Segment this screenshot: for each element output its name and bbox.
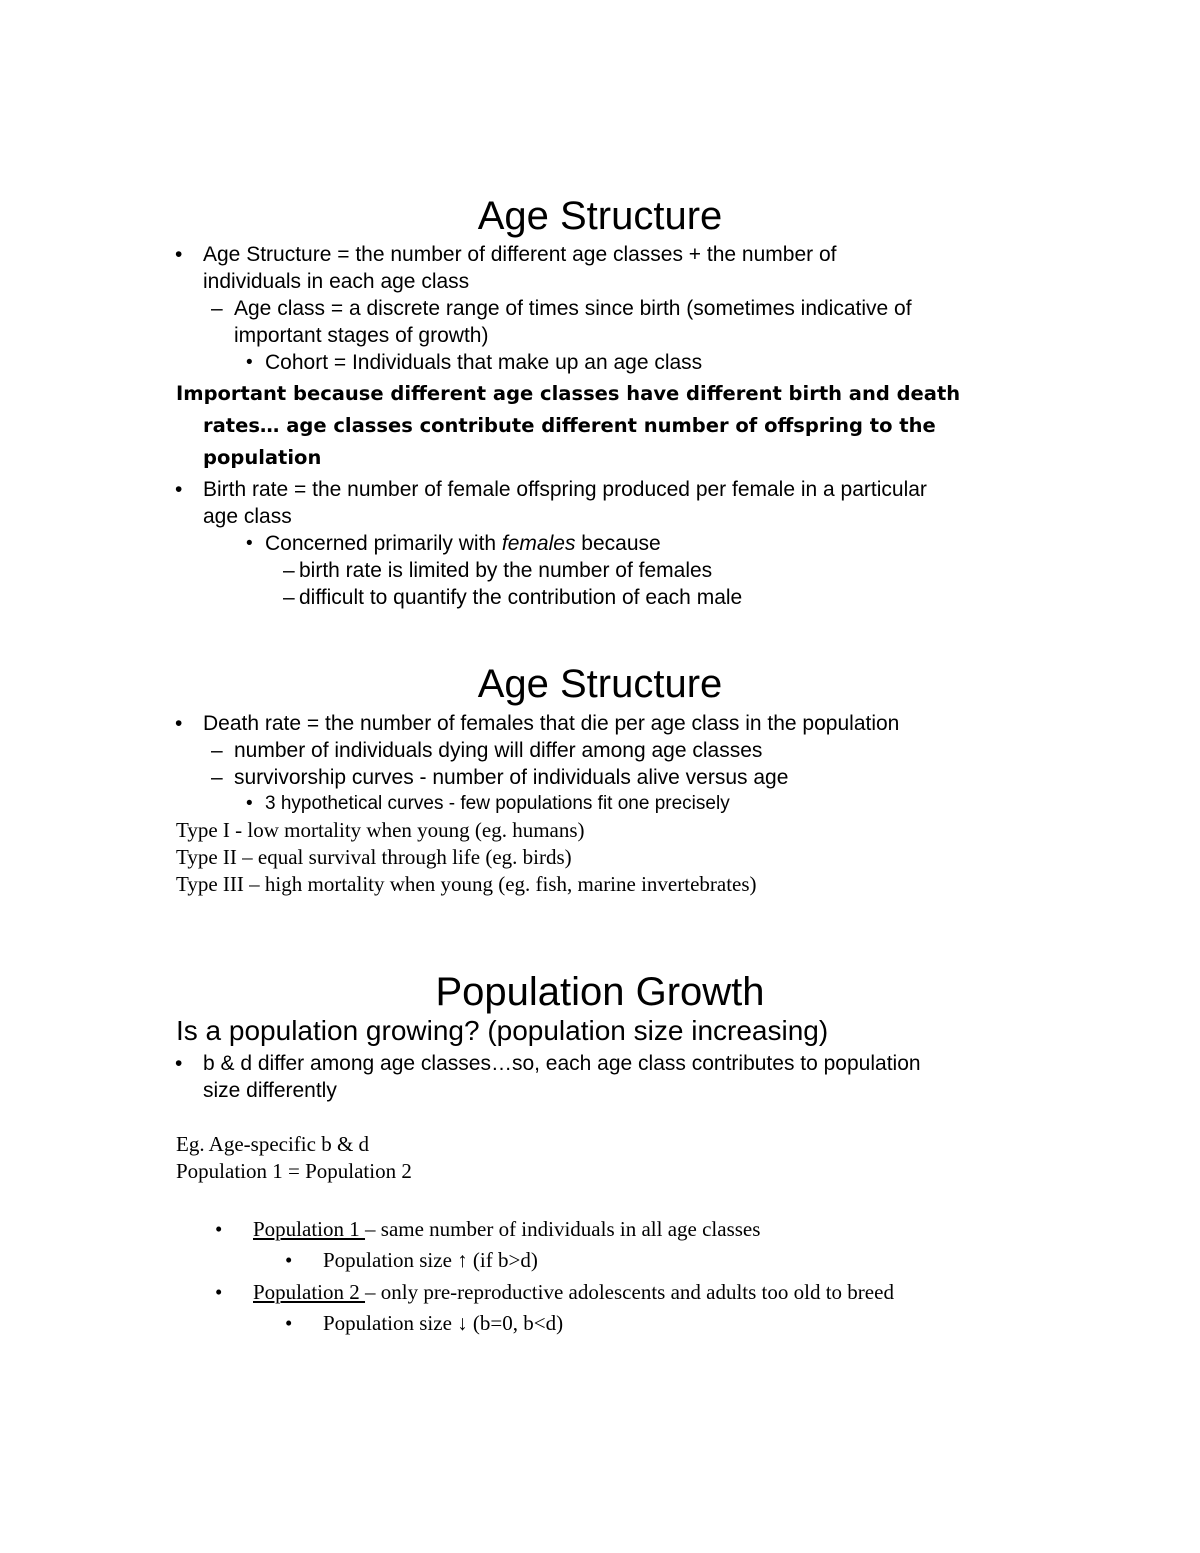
age-structure-definition: Age Structure = the number of different age classes + the number of — [203, 243, 837, 266]
bullet-marker: • — [246, 533, 253, 554]
importance-note-cont: rates… age classes contribute different number of offspring to the — [203, 414, 936, 437]
hypothetical-curves: 3 hypothetical curves - few populations fit one precisely — [265, 793, 730, 814]
importance-note: Important because different age classes have different birth and death — [176, 382, 961, 405]
bullet-marker: • — [175, 243, 183, 266]
females-emphasis: females — [501, 532, 576, 555]
age-structure-definition-cont: individuals in each age class — [203, 270, 470, 293]
dash-marker: – — [211, 739, 223, 762]
population-1-text: – same number of individuals in all age classes — [365, 1217, 761, 1241]
b-d-differ: b & d differ among age classes…so, each age class contributes to population — [203, 1052, 921, 1075]
birth-rate-definition: Birth rate = the number of female offspring produced per female in a particular — [203, 478, 927, 501]
bullet-marker: • — [285, 1311, 293, 1335]
dash-marker: – — [211, 297, 223, 320]
dying-differs: number of individuals dying will differ among age classes — [234, 739, 763, 762]
bullet-marker: • — [215, 1217, 223, 1241]
cohort-definition: Cohort = Individuals that make up an age class — [265, 351, 703, 374]
age-class-definition-cont: important stages of growth) — [234, 324, 489, 347]
male-contribution: difficult to quantify the contribution of each male — [299, 586, 743, 609]
death-rate-definition: Death rate = the number of females that die per age class in the population — [203, 712, 900, 735]
bullet-marker: • — [246, 793, 253, 814]
section-title: Age Structure — [477, 194, 723, 238]
population-equality: Population 1 = Population 2 — [176, 1159, 412, 1183]
section-title: Age Structure — [477, 662, 723, 706]
age-class-definition: Age class = a discrete range of times since birth (sometimes indicative of — [234, 297, 912, 320]
population-1-item — [253, 1216, 760, 1242]
population-2-label: Population 2 — [253, 1280, 366, 1304]
bullet-marker: • — [285, 1248, 293, 1272]
example-label: Eg. Age-specific b & d — [176, 1132, 370, 1156]
dash-marker: – — [211, 766, 223, 789]
bullet-marker: • — [215, 1280, 223, 1304]
type-ii-curve: Type II – equal survival through life (eg. birds) — [176, 845, 572, 869]
population-1-size: Population size ↑ (if b>d) — [323, 1248, 538, 1272]
importance-note-end: population — [203, 446, 322, 469]
type-i-curve: Type I - low mortality when young (eg. humans) — [176, 818, 585, 842]
section-title: Population Growth — [435, 970, 765, 1014]
females-concern-post: because — [575, 532, 661, 555]
birth-rate-definition-cont: age class — [203, 505, 292, 528]
dash-marker: – — [283, 559, 295, 582]
population-2-item — [253, 1279, 894, 1305]
females-concern — [265, 531, 661, 557]
section-subtitle: Is a population growing? (population size increasing) — [176, 1015, 829, 1046]
population-2-size: Population size ↓ (b=0, b<d) — [323, 1311, 564, 1335]
population-2-text: – only pre-reproductive adolescents and adults too old to breed — [365, 1280, 894, 1304]
population-1-label: Population 1 — [253, 1217, 366, 1241]
type-iii-curve: Type III – high mortality when young (eg. fish, marine invertebrates) — [176, 872, 757, 896]
females-concern-pre: Concerned primarily with — [265, 532, 502, 555]
bullet-marker: • — [175, 478, 183, 501]
bullet-marker: • — [175, 712, 183, 735]
survivorship-curves: survivorship curves - number of individuals alive versus age — [234, 766, 789, 789]
bullet-marker: • — [175, 1052, 183, 1075]
dash-marker: – — [283, 586, 295, 609]
birth-rate-limit: birth rate is limited by the number of females — [299, 559, 713, 582]
bullet-marker: • — [246, 352, 253, 373]
b-d-differ-cont: size differently — [203, 1079, 337, 1102]
